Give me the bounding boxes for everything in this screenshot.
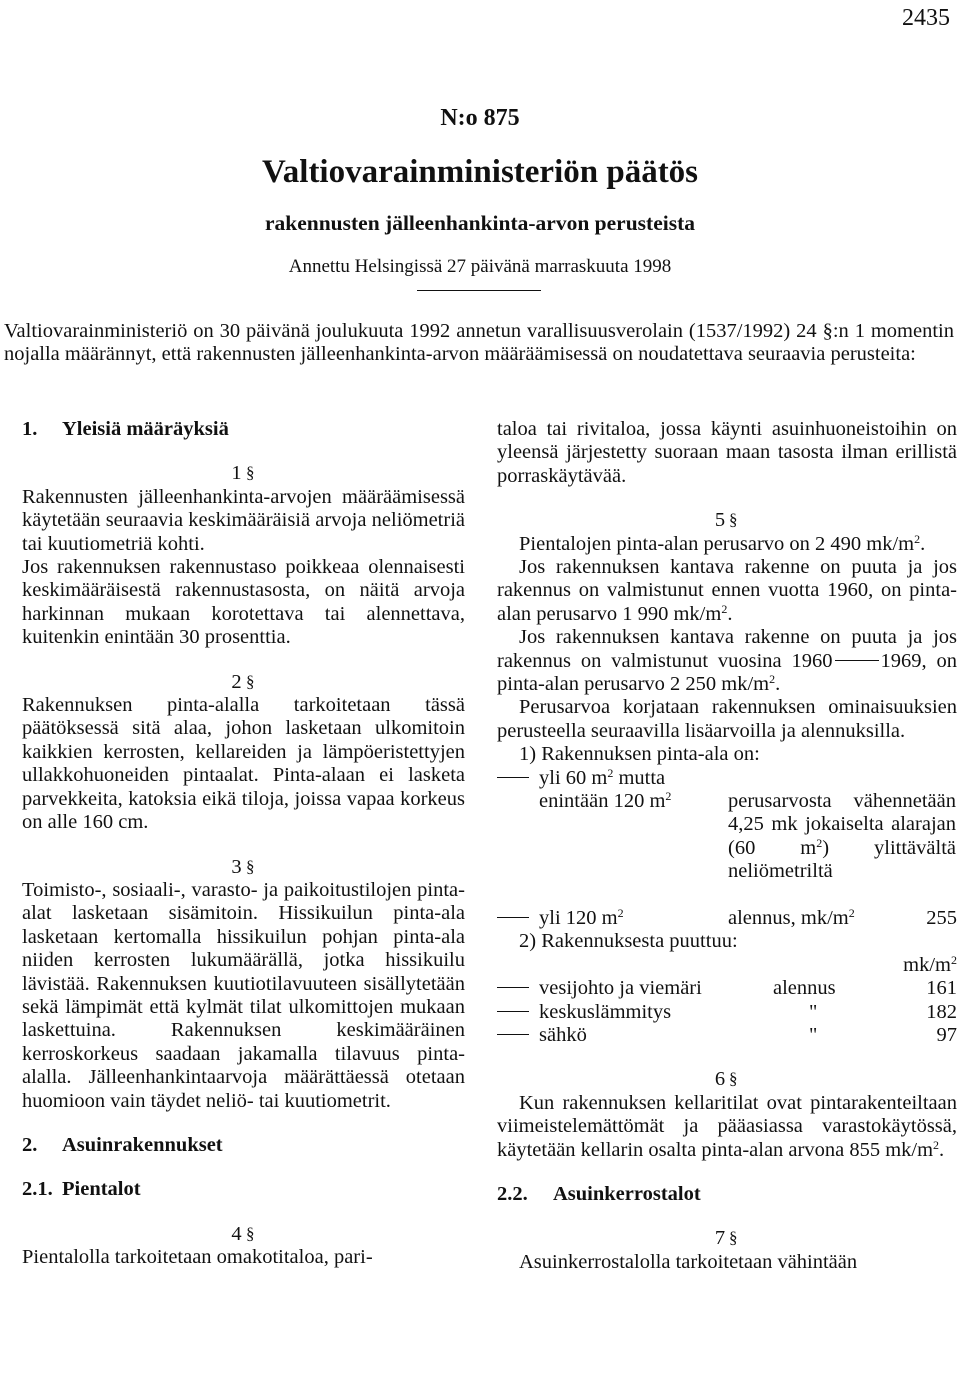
svg-text:§: § [245, 672, 255, 690]
list-dash [497, 1034, 529, 1035]
section-4-continuation: taloa tai rivitaloa, jossa käynti asuinhuoneistoihin on yleensä järjestetty suoraan maan tasosta ilman erillistä porraskäytävää. [497, 418, 957, 487]
left-column [22, 418, 465, 1270]
section-7-heading: 7 § [714, 1227, 738, 1250]
section-5-paragraph-2: Jos rakennuksen kantava rakenne on puuta ja jos rakennus on valmistunut ennen vuotta 1960, on pinta-alan perusarvo 1 990 $mk/m^2$. [497, 556, 957, 625]
list-dash [497, 917, 529, 918]
section-sign-icon [246, 673, 256, 690]
item-kind: " [809, 1024, 818, 1047]
section-sign-icon [246, 464, 256, 481]
document-title: Valtiovarainministeriön päätös [261, 154, 699, 190]
heading-number: 2. [22, 1133, 38, 1156]
section-1-paragraph-2: Jos rakennuksen rakennustaso poikkeaa olennaisesti keskimääräisestä rakennustasosta, on näitä arvoja harkinnan mukaan korotettava tai alennettava, kuitenkin enintään 30 prosenttia. [22, 556, 465, 649]
section-5-heading: 5 § [714, 509, 738, 532]
svg-text:§: § [245, 464, 255, 482]
heading-number: 1. [22, 418, 38, 440]
title-divider [417, 290, 541, 291]
svg-text:§: § [245, 857, 255, 875]
list-dash [497, 1011, 529, 1012]
section-1-paragraph-1: Rakennusten jälleenhankinta-arvojen määräämisessä käytetään seuraavia keskimääräisiä arvoja neliömetriä tai kuutiometriä kohti. [22, 485, 465, 555]
list-2-unit-row: $mk/m^2$ [903, 952, 957, 976]
heading-general-provisions [22, 418, 465, 441]
intro-paragraph: Valtiovarainministeriö on 30 päivänä joulukuuta 1992 annetun varallisuusverolain (1537/1992) 24 §:n 1 momentin nojalla määrännyt, että rakennusten jälleenhankinta-arvon määräämisessä on noudatettava seuraavia perusteita: [4, 320, 954, 366]
section-sign-icon [246, 1225, 256, 1242]
section-2-heading: 2 § [231, 670, 255, 693]
item-value: 97 [936, 1024, 957, 1047]
document-subtitle: rakennusten jälleenhankinta-arvon perusteista [264, 211, 696, 235]
section-sign-icon [729, 1070, 739, 1087]
value: 255 [926, 907, 957, 930]
item-label: keskuslämmitys [539, 1000, 672, 1023]
section-sign-icon [729, 511, 739, 528]
list-1-row-2-description: perusarvosta vähennetään 4,25 mk jokaiselta alarajan (60 $m^2$) ylittävältä neliömetriltä [728, 790, 956, 883]
right-column [497, 418, 957, 1274]
heading-text: Pientalot [62, 1178, 141, 1201]
section-7-paragraph: Asuinkerrostalolla tarkoitetaan vähintään [519, 1250, 858, 1273]
svg-text:§: § [245, 1224, 255, 1242]
item-label: sähkö [539, 1024, 587, 1047]
item-value: 161 [926, 977, 957, 1000]
list-dash [497, 777, 529, 778]
list-dash [497, 987, 529, 988]
list-2-item [497, 1024, 957, 1047]
section-5-paragraph-4: Perusarvoa korjataan rakennuksen ominaisuuksien perusteella seuraavilla lisäarvoilla ja alennuksilla. [497, 696, 957, 742]
list-1-row-2: enintään 120 $m^2$ perusarvosta vähennetään 4,25 mk jokaiselta alarajan (60 $m^2$) ylittävältä neliömetriltä [539, 789, 956, 883]
section-1-heading: 1 § [231, 462, 255, 485]
issued-date-line: Annettu Helsingissä 27 päivänä marraskuuta 1998 [288, 256, 672, 277]
item-value: 182 [926, 1000, 957, 1023]
section-5-paragraph-3: Jos rakennuksen kantava rakenne on puuta ja jos rakennus on valmistunut vuosina 1960 1969, on pinta-alan perusarvo 2 250 $mk/m^2$. [497, 626, 957, 696]
list-1-title: 1) Rakennuksen pinta-ala on: [519, 743, 760, 766]
heading-text: Yleisiä määräyksiä [62, 418, 229, 440]
item-kind: alennus [773, 977, 836, 1000]
page-number: 2435 [902, 5, 950, 31]
heading-text: Asuinkerrostalot [553, 1183, 701, 1206]
heading-apartment-buildings [497, 1183, 957, 1206]
section-5-paragraph-1: Pientalojen pinta-alan perusarvo on 2 490 $mk/m^2$. [519, 531, 926, 555]
list-2-item [497, 1001, 957, 1024]
item-kind: " [809, 1000, 818, 1023]
section-3-paragraph: Toimisto-, sosiaali-, varasto- ja paikoitustilojen pinta-alat lasketaan sisämitoin. Hissikuilun pinta-ala lasketaan kertomalla hissikuilun pohjan pinta-ala niiden kerrosten lukumäärällä, jotka hissikuilu lävistää. Rakennuksen kuutiotilavuuteen sisällytetään sekä lämpimät että kylmät tilat ulkomittojen mukaan laskettuina. Rakennuksen keskimääräinen kerroskorkeus saadaan jakamalla tilavuus pinta-alalla. Jälleenhankintaarvoja määrättäessä otetaan huomioon vain täydet neliö- tai kuutiometrit. [22, 878, 465, 1112]
section-6-paragraph: Kun rakennuksen kellaritilat ovat pintarakenteiltaan viimeistelemättömät ja pääasiassa varastokäytössä, käytetään kellarin osalta pinta-alan arvona 855 $mk/m^2$. [497, 1091, 957, 1161]
section-sign-icon [729, 1229, 739, 1246]
list-2-item [497, 977, 957, 1000]
section-2-paragraph: Rakennuksen pinta-alalla tarkoitetaan tässä päätöksessä sitä alaa, johon lasketaan ulkomitoin kaikkien kerrosten, kellareiden ja lämpöeristettyjen ullakkohuoneiden pintaalat. Pinta-alaan ei lasketa parvekkeita, katoksia eikä tiloja, joissa vapaa korkeus on alle 160 cm. [22, 694, 465, 834]
section-6-heading: 6 § [714, 1068, 738, 1091]
svg-text:§: § [729, 1070, 738, 1088]
list-2-title: 2) Rakennuksesta puuttuu: [519, 930, 738, 953]
document-number: N:o 875 [440, 105, 520, 131]
list-1-row-1: yli 60 $m^2$ mutta [497, 767, 957, 790]
heading-number: 2.1. [22, 1178, 53, 1201]
heading-number: 2.2. [497, 1183, 528, 1206]
heading-text: Asuinrakennukset [62, 1133, 223, 1156]
heading-residential-buildings [22, 1134, 465, 1157]
section-sign-icon [246, 858, 256, 875]
section-4-paragraph: Pientalolla tarkoitetaan omakotitaloa, pari- [22, 1246, 373, 1269]
section-4-heading: 4 § [231, 1222, 255, 1245]
heading-small-houses [22, 1178, 465, 1201]
list-2-items [497, 977, 957, 1047]
svg-text:§: § [729, 1229, 738, 1247]
unit-label: mk/m [903, 953, 951, 976]
en-dash [835, 660, 879, 661]
list-1-row-3: yli 120 $m^2$ alennus, $mk/m^2$ 255 [497, 907, 957, 930]
section-3-heading: 3 § [231, 855, 255, 878]
svg-text:§: § [729, 511, 738, 529]
item-label: vesijohto ja viemäri [539, 977, 702, 1000]
